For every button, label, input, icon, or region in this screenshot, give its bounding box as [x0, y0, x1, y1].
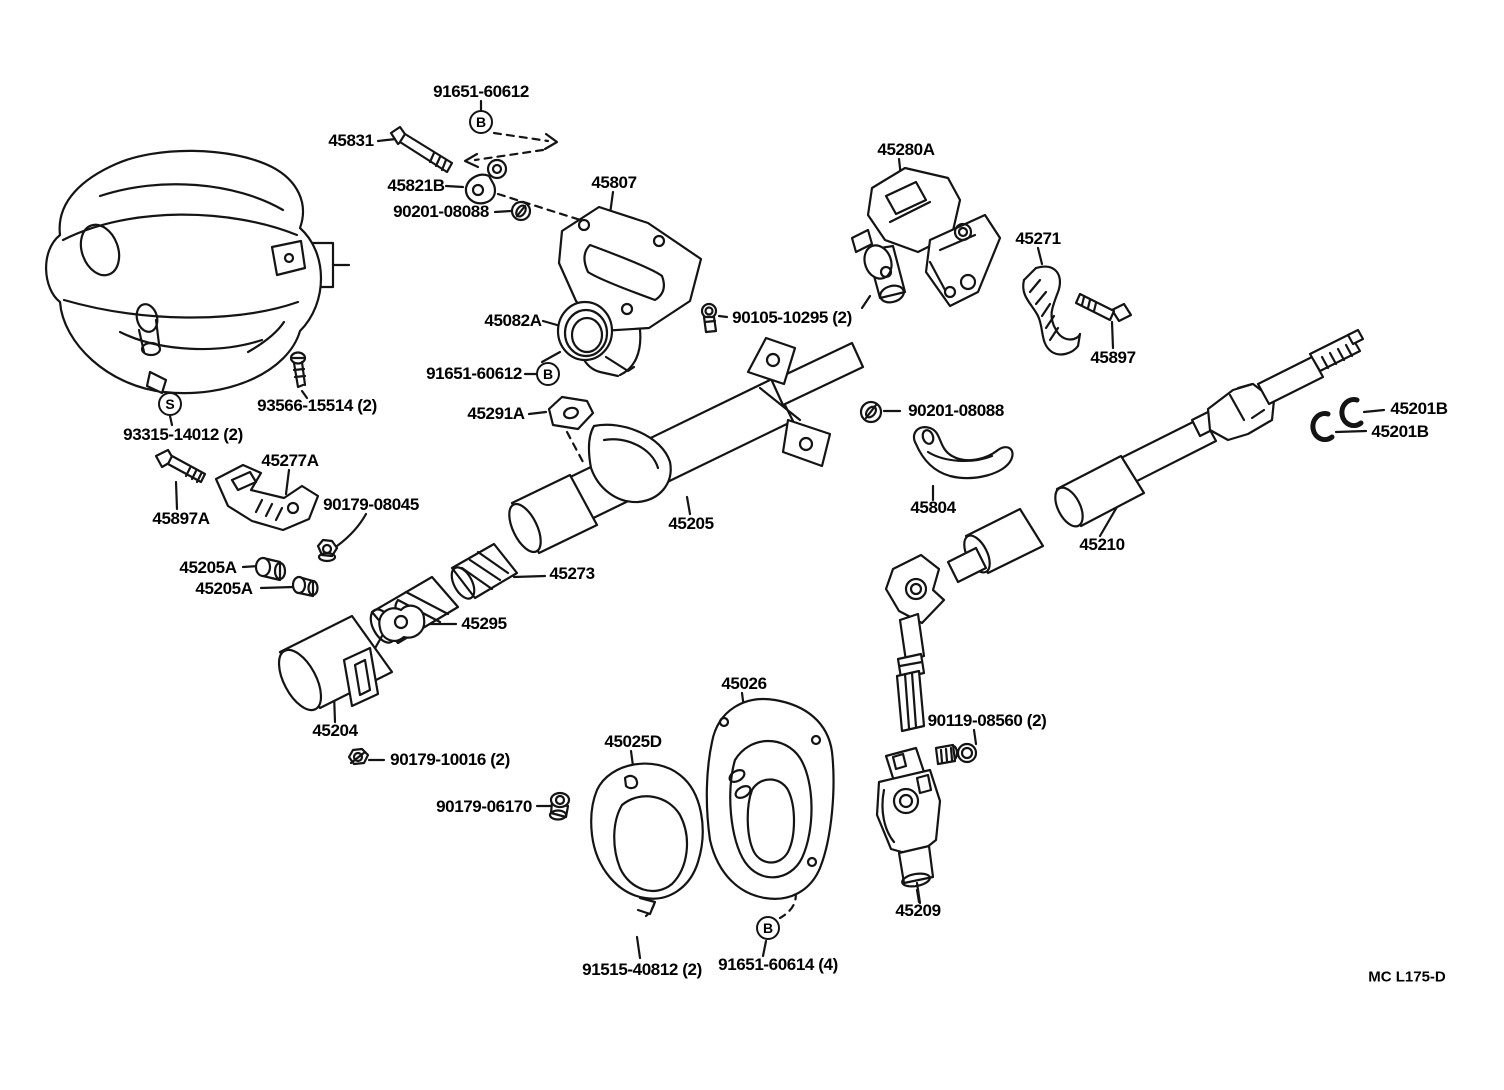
drawing-code: MC L175-D	[1368, 968, 1446, 986]
part-label-45280a: 45280A	[877, 140, 935, 159]
part-label-90201-08088: 90201-08088	[908, 401, 1004, 420]
part-label-45204: 45204	[312, 721, 358, 740]
callout-circle-b: B	[536, 362, 560, 386]
part-label-45821b: 45821B	[387, 176, 445, 195]
part-label-45201b: 45201B	[1390, 399, 1448, 418]
part-label-91651-60612: 91651-60612	[433, 82, 529, 101]
part-label-45026: 45026	[721, 674, 767, 693]
part-label-90105-10295-2: 90105-10295 (2)	[732, 308, 852, 327]
part-label-45291a: 45291A	[467, 404, 525, 423]
part-label-90201-08088: 90201-08088	[393, 202, 489, 221]
part-label-45807: 45807	[591, 173, 637, 192]
part-label-45271: 45271	[1015, 229, 1061, 248]
part-label-45205a: 45205A	[179, 558, 237, 577]
part-label-90119-08560-2: 90119-08560 (2)	[927, 711, 1047, 730]
part-label-91515-40812-2: 91515-40812 (2)	[582, 960, 702, 979]
part-label-45295: 45295	[461, 614, 507, 633]
part-label-91651-60614-4: 91651-60614 (4)	[718, 955, 838, 974]
part-label-45831: 45831	[328, 131, 374, 150]
part-label-45210: 45210	[1079, 535, 1125, 554]
part-label-45082a: 45082A	[484, 311, 542, 330]
part-label-45025d: 45025D	[604, 732, 662, 751]
callout-circle-b: B	[756, 916, 780, 940]
part-label-90179-06170: 90179-06170	[436, 797, 532, 816]
part-label-45897: 45897	[1090, 348, 1136, 367]
part-label-93566-15514-2: 93566-15514 (2)	[257, 396, 377, 415]
part-label-45897a: 45897A	[152, 509, 210, 528]
part-label-45205a: 45205A	[195, 579, 253, 598]
part-label-45273: 45273	[549, 564, 595, 583]
part-label-45804: 45804	[910, 498, 956, 517]
callout-circle-b: B	[469, 110, 493, 134]
part-label-45277a: 45277A	[261, 451, 319, 470]
part-label-90179-08045: 90179-08045	[323, 495, 419, 514]
part-label-45201b: 45201B	[1371, 422, 1429, 441]
part-label-45205: 45205	[668, 514, 714, 533]
part-label-90179-10016-2: 90179-10016 (2)	[390, 750, 510, 769]
callout-circle-s: S	[158, 392, 182, 416]
part-label-91651-60612: 91651-60612	[426, 364, 522, 383]
part-label-93315-14012-2: 93315-14012 (2)	[123, 425, 243, 444]
part-label-45209: 45209	[895, 901, 941, 920]
